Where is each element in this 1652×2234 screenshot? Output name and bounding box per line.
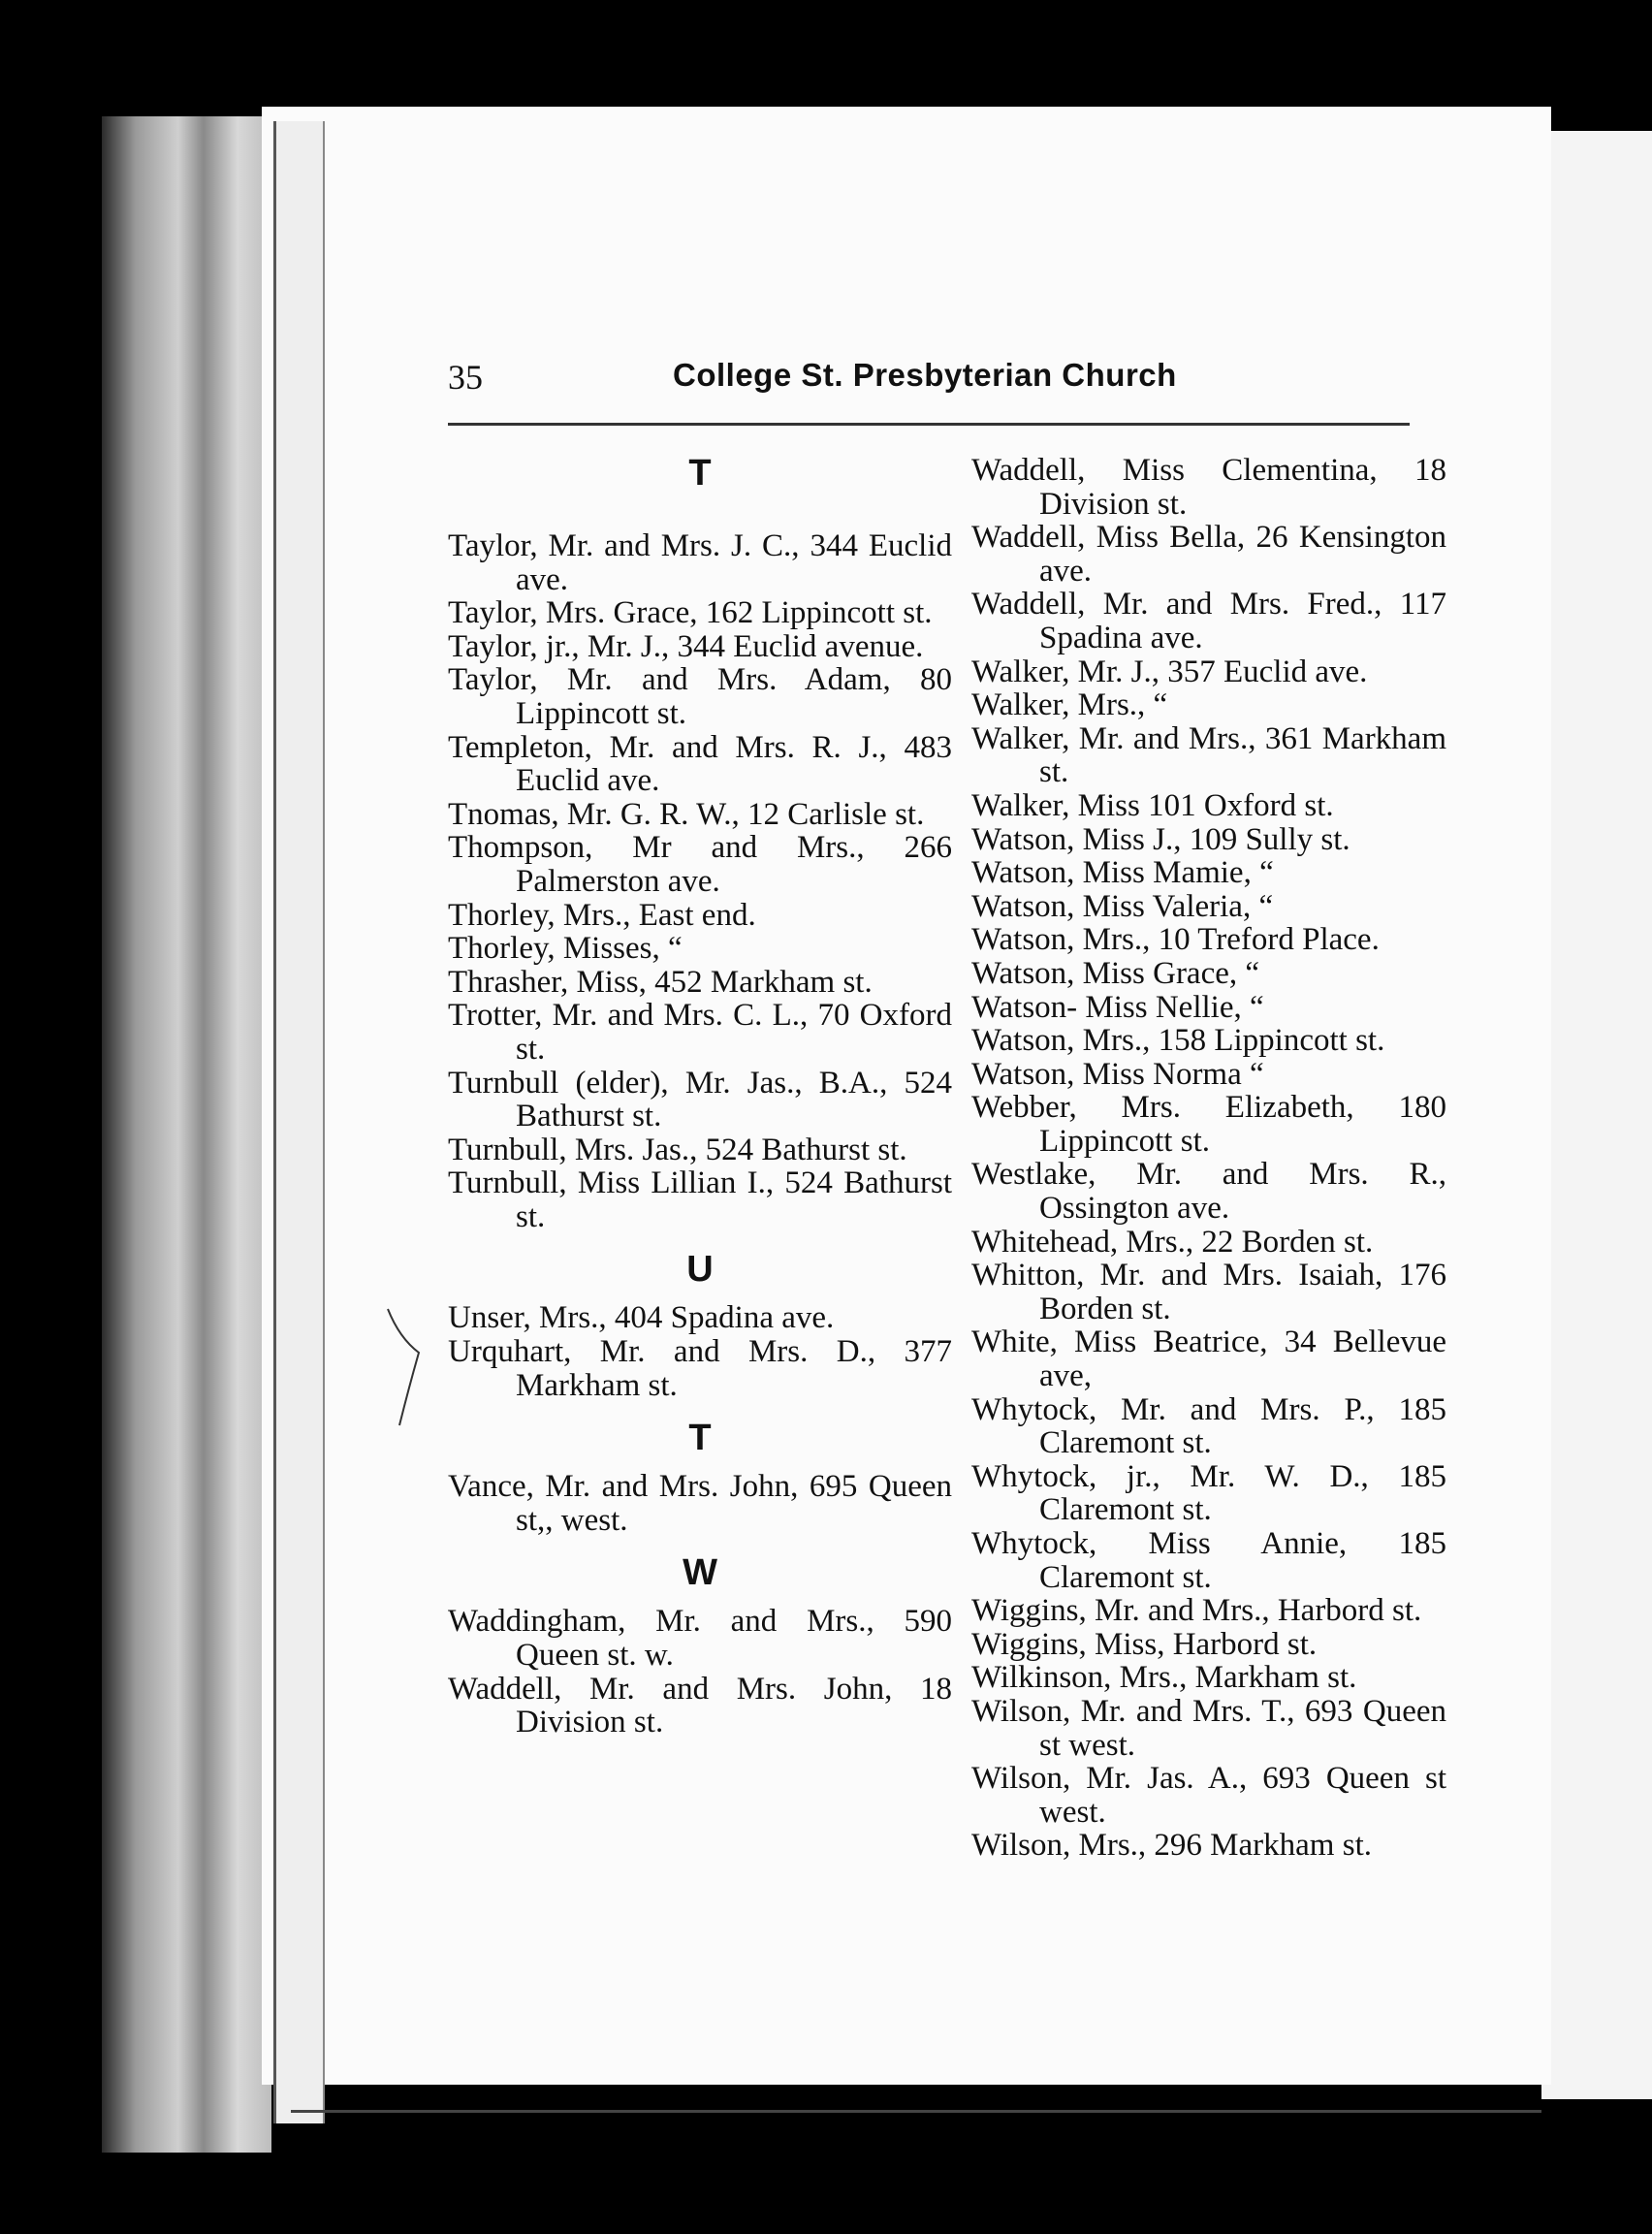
- section-letter: T: [688, 1418, 712, 1459]
- section-letter: U: [686, 1249, 714, 1291]
- directory-entry: Waddingham, Mr. and Mrs., 590 Queen st. w.: [448, 1604, 952, 1674]
- directory-entry: Turnbull (elder), Mr. Jas., B.A., 524 Bathurst st.: [448, 1065, 952, 1134]
- directory-entry: Urquhart, Mr. and Mrs. D., 377 Markham st.: [448, 1334, 952, 1403]
- directory-entry: Turnbull, Mrs. Jas., 524 Bathurst st.: [448, 1132, 907, 1167]
- directory-entry: Waddell, Mr. and Mrs. Fred., 117 Spadina ave.: [971, 587, 1446, 655]
- directory-entry: Tnomas, Mr. G. R. W., 12 Carlisle st.: [448, 796, 925, 832]
- directory-entry: Watson- Miss Nellie, “: [971, 989, 1264, 1025]
- right-column: [971, 454, 1446, 1863]
- book-spine-edge: [102, 116, 271, 2153]
- facing-page-edge: [1541, 131, 1652, 2099]
- directory-entry: Whitehead, Mrs., 22 Borden st.: [971, 1224, 1374, 1260]
- directory-entry: Whytock, Mr. and Mrs. P., 185 Claremont st.: [971, 1391, 1446, 1461]
- directory-entry: Watson, Miss Mamie, “: [971, 855, 1274, 891]
- directory-entry: Watson, Mrs., 158 Lippincott st.: [971, 1023, 1385, 1059]
- directory-entry: Trotter, Mr. and Mrs. C. L., 70 Oxford st.: [448, 998, 952, 1067]
- directory-entry: Waddell, Mr. and Mrs. John, 18 Division st.: [448, 1671, 952, 1740]
- directory-entry: Wilson, Mrs., 296 Markham st.: [971, 1828, 1372, 1864]
- section-letter: T: [688, 453, 712, 494]
- directory-entry: Waddell, Miss Bella, 26 Kensington ave.: [971, 520, 1446, 589]
- directory-entry: Taylor, jr., Mr. J., 344 Euclid avenue.: [448, 628, 924, 664]
- directory-entry: Unser, Mrs., 404 Spadina ave.: [448, 1300, 835, 1336]
- page-gutter: [273, 121, 325, 2123]
- directory-entry: Thorley, Misses, “: [448, 931, 683, 967]
- directory-entry: Watson, Miss Norma “: [971, 1056, 1264, 1092]
- directory-entry: Watson, Miss J., 109 Sully st.: [971, 821, 1350, 857]
- directory-entry: White, Miss Beatrice, 34 Bellevue ave,: [971, 1324, 1446, 1394]
- directory-entry: Watson, Miss Valeria, “: [971, 888, 1274, 924]
- directory-entry: Wilson, Mr. and Mrs. T., 693 Queen st west.: [971, 1693, 1446, 1763]
- directory-entry: Taylor, Mr. and Mrs. Adam, 80 Lippincott st.: [448, 662, 952, 731]
- directory-entry: Wilkinson, Mrs., Markham st.: [971, 1660, 1357, 1696]
- directory-entry: Walker, Mr. and Mrs., 361 Markham st.: [971, 720, 1446, 790]
- directory-entry: Waddell, Miss Clementina, 18 Division st.: [971, 453, 1446, 522]
- directory-entry: Taylor, Mrs. Grace, 162 Lippincott st.: [448, 595, 933, 631]
- page-header: [448, 357, 1417, 399]
- directory-entry: Taylor, Mr. and Mrs. J. C., 344 Euclid ave.: [448, 528, 952, 597]
- directory-entry: Thompson, Mr and Mrs., 266 Palmerston ave.: [448, 830, 952, 899]
- directory-entry: Walker, Mrs., “: [971, 687, 1168, 723]
- directory-entry: Wiggins, Mr. and Mrs., Harbord st.: [971, 1593, 1422, 1629]
- left-column: [448, 454, 952, 1739]
- directory-entry: Whytock, Miss Annie, 185 Claremont st.: [971, 1526, 1446, 1595]
- directory-entry: Templeton, Mr. and Mrs. R. J., 483 Euclid ave.: [448, 729, 952, 799]
- directory-entry: Watson, Miss Grace, “: [971, 955, 1260, 991]
- header-rule: [448, 423, 1410, 426]
- directory-entry: Wiggins, Miss, Harbord st.: [971, 1626, 1318, 1662]
- directory-entry: Turnbull, Miss Lillian I., 524 Bathurst st.: [448, 1165, 952, 1234]
- directory-entry: Walker, Mr. J., 357 Euclid ave.: [971, 654, 1368, 689]
- directory-entry: Thorley, Mrs., East end.: [448, 897, 756, 933]
- section-letter: W: [683, 1552, 717, 1594]
- directory-entry: Westlake, Mr. and Mrs. R., Ossington ave.: [971, 1157, 1446, 1227]
- directory-entry: Whytock, jr., Mr. W. D., 185 Claremont st.: [971, 1458, 1446, 1528]
- directory-entry: Walker, Miss 101 Oxford st.: [971, 787, 1334, 823]
- page-bottom-edge: [291, 2110, 1541, 2113]
- directory-entry: Whitton, Mr. and Mrs. Isaiah, 176 Borden st.: [971, 1258, 1446, 1326]
- directory-entry: Wilson, Mr. Jas. A., 693 Queen st west.: [971, 1761, 1446, 1830]
- directory-entry: Watson, Mrs., 10 Treford Place.: [971, 922, 1380, 958]
- directory-entry: Thrasher, Miss, 452 Markham st.: [448, 964, 873, 1000]
- directory-entry: Vance, Mr. and Mrs. John, 695 Queen st,, west.: [448, 1469, 952, 1538]
- margin-pencil-mark: [380, 1299, 438, 1435]
- page-number: 35: [448, 358, 483, 397]
- directory-entry: Webber, Mrs. Elizabeth, 180 Lippincott st.: [971, 1090, 1446, 1159]
- running-title: College St. Presbyterian Church: [673, 357, 1177, 393]
